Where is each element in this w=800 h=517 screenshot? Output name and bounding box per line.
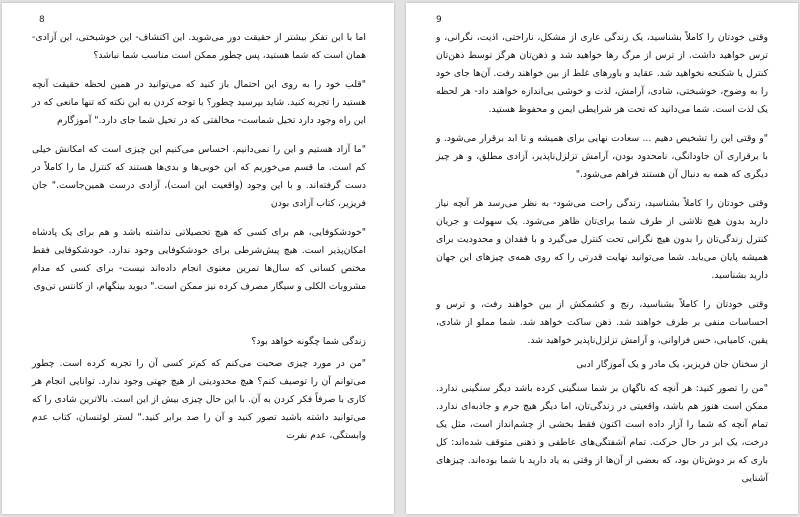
section-gap [32, 307, 366, 333]
attribution: از سخنان جان فریزیر، یک مادر و یک آموزگار ادبی [576, 359, 768, 370]
paragraph: اما با این تفکر بیشتر از حقیقت دور می‌شوید. این اکتشاف- این خوشبختی، این آزادی- همان است که شما هستید، پس چطور ممکن است مناسب شما نباشد؟ [32, 32, 366, 61]
quote-paragraph: "ما آزاد هستیم و این را نمی‌دانیم. احساس می‌کنیم این چیزی است که امکانش خیلی کم است. ما قسم می‌خوریم که این خوبی‌ها و بدی‌ها هستند که کنترل ما را کاملاً در دست گرفته‌اند. و با این وجود (واقعیت این است)، آزادی درست همین‌جاست." جان فریزیر، کتاب آزادی بودن [32, 144, 366, 209]
page-content [32, 29, 366, 456]
page-number: 8 [39, 15, 45, 25]
quote-paragraph: "من را تصور کنید: هر آنچه که ناگهان بر شما سنگینی کرده باشد دیگر سنگینی ندارد. ممکن است هنوز هم باشد، واقعیتی در زندگی‌تان، اما دیگر هیچ جرم و جاذبه‌ای ندارد. تمام آنچه که شما را آزار داده است اکنون فقط بخشی از چشم‌انداز است، مثل یک درخت، یک ابر در حال حرکت. تمام آشفتگی‌های عاطفی و ذهنی متوقف شده‌اند: کل باری که بر دوش‌تان بود، که بعضی از آن‌ها از وقتی به یاد دارید با شما بوده‌اند. چیزهای آشنایی [436, 383, 768, 484]
paragraph: وقتی خودتان را کاملاً بشناسید، رنج و کشمکش از بین خواهند رفت، و ترس و احساسات منفی بر طرف خواهند شد. ذهن ساکت خواهد شد. شما مملو از شادی، یقین، کامیابی، حس فراوانی، و آرامش تزلزل‌ناپذیر خواهید شد. [436, 299, 768, 346]
page-number: 9 [436, 15, 442, 25]
section-heading: زندگی شما چگونه خواهد بود؟ [251, 336, 366, 347]
quote-paragraph: "قلب خود را به روی این احتمال باز کنید که می‌توانید در همین لحظه حقیقت آنچه هستید را تجربه کنید. شاید بپرسید چطور؟ با توجه کردن به این نکته که تنها مانعی که در این راه وجود دارد تخیل شماست- مخالفتی که در تخیل شما جای دارد." آموزگارم [32, 79, 366, 126]
paragraph: وقتی خودتان را کاملاً بشناسید، یک زندگی عاری از مشکل، ناراحتی، اذیت، نگرانی، و ترس خواهید داشت. از ترس از مرگ رها خواهید شد و ذهن‌تان هرگز توسط ذهن‌تان کنترل یا شکنجه نخواهید شد. عقاید و باورهای غلط از بین خواهند رفت. آن‌ها جای خود را به وضوح، خوشبختی، شادی، آرامش، لذت و خوشی بی‌اندازه خواهند داد- هر لحظه یک لذت است. شما می‌دانید که تحت هر شرایطی ایمن و محفوظ هستید. [436, 32, 768, 115]
page-content [436, 29, 768, 499]
left-page [2, 3, 394, 514]
quote-paragraph: "و وقتی این را تشخیص دهیم ... سعادت نهایی برای همیشه و تا ابد برقرار می‌شود. و با برقراری آن جاودانگی، نامحدود بودن، آرامش تزلزل‌ناپذیر، آزادی مطلق، و هر چیز دیگری که همه به دنبال آن هستند فراهم می‌شود." [436, 133, 768, 180]
quote-paragraph: "خودشکوفایی، هم برای کسی که هیچ تحصیلاتی نداشته باشد و هم برای یک پادشاه امکان‌پذیر است. هیچ پیش‌شرطی برای خودشکوفایی وجود ندارد. خودشکوفایی فقط مختص کسانی که سال‌ها تمرین معنوی انجام داده‌اند نیست- برای کسی که مدام مشروبات الکلی و سیگار مصرف کرده نیز ممکن است." دیوید بینگهام، از کانتس تی‌وی [32, 227, 366, 292]
right-page [406, 3, 798, 514]
paragraph: وقتی خودتان را کاملاً بشناسید، زندگی راحت می‌شود- به نظر می‌رسد هر آنچه نیاز دارید بدون هیچ تلاشی از طرف شما برای‌تان ظاهر می‌شود. یک سهولت و جریان کنترل زندگی‌تان را بدون هیچ نگرانی تحت کنترل می‌گیرد و با فقدان و محدودیت برای همیشه پایان می‌یابد. شما می‌توانید نهایت قدرتی را که روی همه‌ی چیزهای این جهان دارید بشناسید. [436, 198, 768, 281]
quote-paragraph: "من در مورد چیزی صحبت می‌کنم که کم‌تر کسی آن را تجربه کرده است. چطور می‌توانم آن را توصیف کنم؟ هیچ محدودیتی از هیچ جهتی وجود ندارد. توانایی انجام هر کاری با صرفاً فکر کردن به آن. با این حال چیزی بیش از این است. بالاترین شادی را که می‌توانید داشته باشید تصور کنید و آن را صد برابر کنید." لستر لوئنسان، کتاب عدم وابستگی، عدم نفرت [32, 358, 366, 441]
